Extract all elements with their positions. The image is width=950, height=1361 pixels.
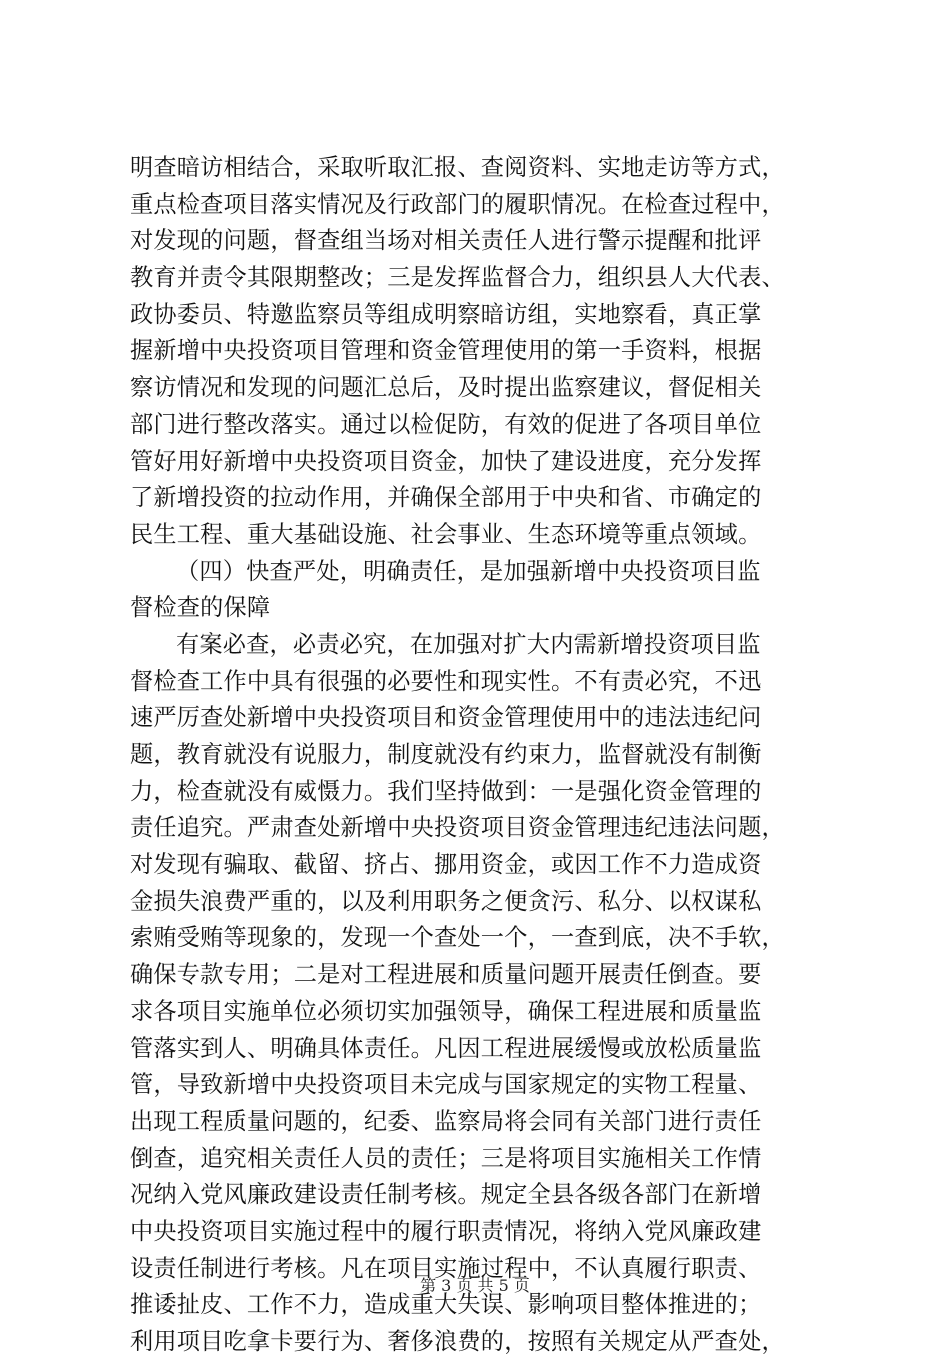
- text-line: 督检查工作中具有很强的必要性和现实性。不有责必究，不迅: [130, 667, 762, 695]
- text-line: 索贿受贿等现象的，发现一个查处一个，一查到底，决不手软，: [130, 924, 785, 952]
- text-line: 重点检查项目落实情况及行政部门的履职情况。在检查过程中，: [130, 190, 785, 218]
- document-body: [130, 150, 830, 1361]
- text-line: 部门进行整改落实。通过以检促防，有效的促进了各项目单位: [130, 410, 762, 438]
- text-line: 求各项目实施单位必须切实加强领导，确保工程进展和质量监: [130, 997, 762, 1025]
- text-line: 政协委员、特邀监察员等组成明察暗访组，实地察看，真正掌: [130, 300, 762, 328]
- text-line: 教育并责令其限期整改；三是发挥监督合力，组织县人大代表、: [130, 264, 785, 292]
- text-line: 明查暗访相结合，采取听取汇报、查阅资料、实地走访等方式，: [130, 154, 785, 181]
- text-line: 对发现有骗取、截留、挤占、挪用资金，或因工作不力造成资: [130, 851, 762, 879]
- text-line: 察访情况和发现的问题汇总后，及时提出监察建议，督促相关: [130, 374, 762, 402]
- text-line: 握新增中央投资项目管理和资金管理使用的第一手资料，根据: [130, 337, 762, 365]
- text-line: 确保专款专用；二是对工程进展和质量问题开展责任倒查。要: [130, 961, 762, 989]
- text-line: 民生工程、重大基础设施、社会事业、生态环境等重点领域。: [130, 520, 762, 548]
- text-line: （四）快查严处，明确责任，是加强新增中央投资项目监: [176, 557, 761, 585]
- text-line: 管，导致新增中央投资项目未完成与国家规定的实物工程量、: [130, 1071, 762, 1099]
- text-line: 管落实到人、明确具体责任。凡因工程进展缓慢或放松质量监: [130, 1034, 762, 1062]
- text-line: 中央投资项目实施过程中的履行职责情况，将纳入党风廉政建: [130, 1217, 762, 1245]
- text-line: 督检查的保障: [130, 594, 271, 622]
- text-line: 倒查，追究相关责任人员的责任；三是将项目实施相关工作情: [130, 1144, 762, 1172]
- page-footer: 第 3 页 共 5 页: [420, 1276, 530, 1295]
- text-line: 况纳入党风廉政建设责任制考核。规定全县各级各部门在新增: [130, 1181, 762, 1209]
- text-line: 利用项目吃拿卡要行为、奢侈浪费的，按照有关规定从严查处，: [130, 1328, 785, 1355]
- text-line: 管好用好新增中央投资项目资金，加快了建设进度，充分发挥: [130, 447, 762, 475]
- text-line: 设责任制进行考核。凡在项目实施过程中，不认真履行职责、: [130, 1254, 762, 1282]
- text-line: 责任追究。严肃查处新增中央投资项目资金管理违纪违法问题，: [130, 814, 785, 842]
- text-line: 速严厉查处新增中央投资项目和资金管理使用中的违法违纪问: [130, 704, 762, 732]
- text-line: 推诿扯皮、工作不力，造成重大失误、影响项目整体推进的；: [130, 1291, 762, 1319]
- text-line: 了新增投资的拉动作用，并确保全部用于中央和省、市确定的: [130, 484, 762, 512]
- text-line: 对发现的问题，督查组当场对相关责任人进行警示提醒和批评: [130, 227, 762, 255]
- text-line: 金损失浪费严重的，以及利用职务之便贪污、私分、以权谋私: [130, 887, 762, 915]
- text-line: 有案必查，必责必究，在加强对扩大内需新增投资项目监: [176, 630, 761, 658]
- text-line: 出现工程质量问题的，纪委、监察局将会同有关部门进行责任: [130, 1107, 762, 1135]
- text-line: 题，教育就没有说服力，制度就没有约束力，监督就没有制衡: [130, 741, 762, 768]
- text-line: 力，检查就没有威慑力。我们坚持做到：一是强化资金管理的: [130, 777, 762, 805]
